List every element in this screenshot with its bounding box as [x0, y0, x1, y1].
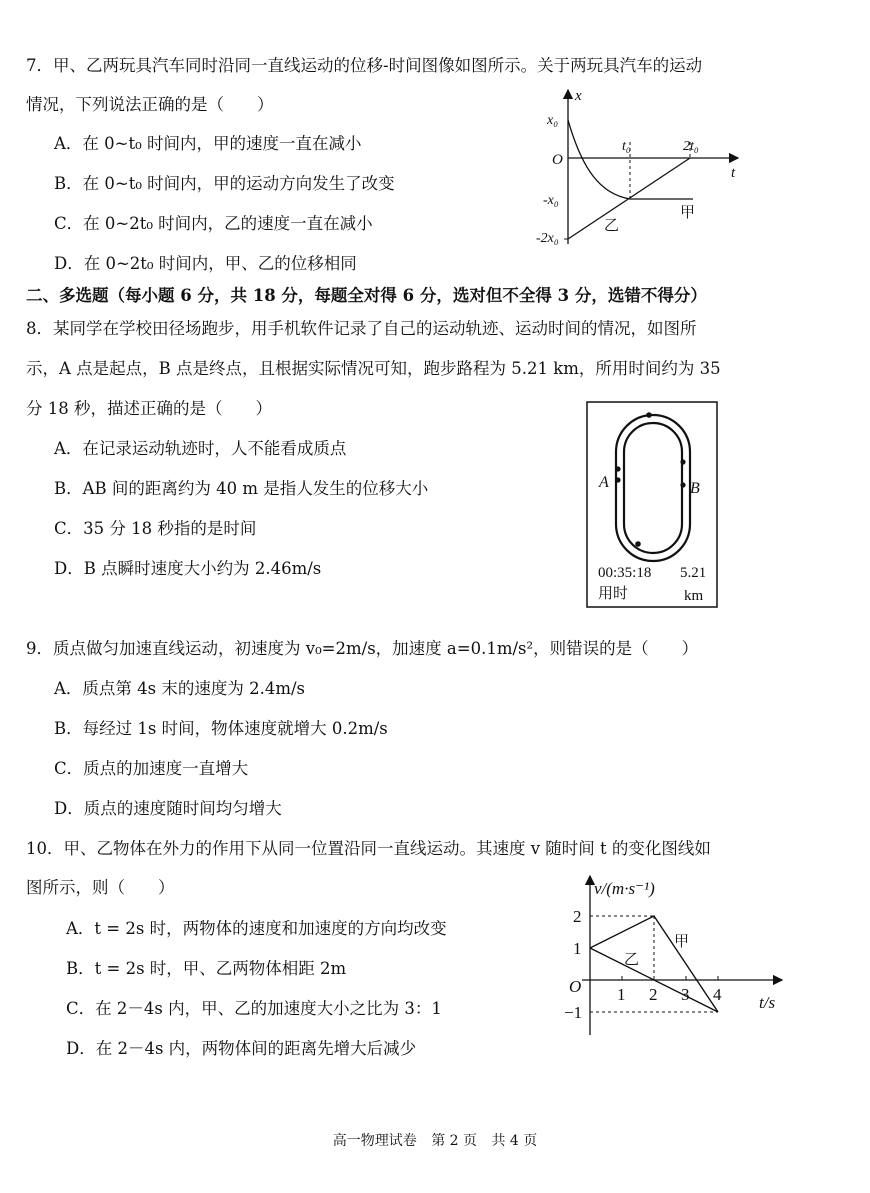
- q8-time-label: 用时: [598, 586, 629, 602]
- footer-title: 高一物理试卷: [332, 1133, 417, 1149]
- q10-ytick-1: 1: [573, 939, 582, 958]
- q10-option-c: C．在 2－4s 内，甲、乙的加速度大小之比为 3：1: [66, 999, 442, 1018]
- q10-xlabel: t/s: [759, 993, 776, 1012]
- q7-tick-2t0: 2t₀: [683, 139, 699, 154]
- q10-ytick-neg1: −1: [564, 1003, 583, 1022]
- q10-stem-line1: 10．甲、乙物体在外力的作用下从同一位置沿同一直线运动。其速度 v 随时间 t 的变化图线如: [26, 839, 711, 858]
- q8-stem-line2: 示，A 点是起点，B 点是终点，且根据实际情况可知，跑步路程为 5.21 km，所用时间约为 35: [26, 359, 721, 378]
- q10-tick-1: 1: [617, 985, 626, 1004]
- q9-option-b: B．每经过 1s 时间，物体速度就增大 0.2m/s: [54, 719, 388, 738]
- q9-option-c: C．质点的加速度一直增大: [54, 759, 249, 778]
- q7-tick-neg-x0: -x₀: [543, 193, 559, 208]
- footer-total-pages: 共 4 页: [491, 1133, 538, 1149]
- q8-point-a-label: A: [599, 474, 609, 491]
- q7-xt-graph: [530, 84, 750, 254]
- q10-ytick-2: 2: [573, 907, 582, 926]
- q7-option-b: B．在 0~t₀ 时间内，甲的运动方向发生了改变: [54, 174, 395, 193]
- q10-tick-2: 2: [649, 985, 658, 1004]
- q8-stem-line1: 8．某同学在学校田径场跑步，用手机软件记录了自己的运动轨迹、运动时间的情况，如图所: [26, 319, 697, 338]
- q10-tick-3: 3: [681, 985, 690, 1004]
- q8-distance-value: 5.21: [680, 565, 707, 581]
- q10-vt-graph: [560, 870, 792, 1042]
- q7-option-c: C．在 0~2t₀ 时间内，乙的速度一直在减小: [54, 214, 373, 233]
- footer-page-number: 第 2 页: [431, 1133, 477, 1149]
- q7-label-jia: 甲: [680, 205, 696, 221]
- q8-distance-unit: km: [684, 588, 704, 604]
- q7-origin-label: O: [552, 152, 563, 168]
- q10-option-a: A．t = 2s 时，两物体的速度和加速度的方向均改变: [66, 919, 447, 938]
- q7-stem-line1: 7．甲、乙两玩具汽车同时沿同一直线运动的位移-时间图像如图所示。关于两玩具汽车的运动: [26, 56, 703, 75]
- q8-option-c: C．35 分 18 秒指的是时间: [54, 519, 257, 538]
- q8-track-inner: [624, 423, 682, 553]
- q9-option-a: A．质点第 4s 末的速度为 2.4m/s: [54, 679, 306, 698]
- q10-option-b: B．t = 2s 时，甲、乙两物体相距 2m: [66, 959, 347, 978]
- q10-origin-label: O: [569, 977, 582, 996]
- q8-option-b: B．AB 间的距离约为 40 m 是指人发生的位移大小: [54, 479, 429, 498]
- q7-option-a: A．在 0~t₀ 时间内，甲的速度一直在减小: [54, 134, 362, 153]
- q10-label-yi: 乙: [624, 952, 640, 968]
- section-heading-multi-choice: 二、多选题（每小题 6 分，共 18 分，每题全对得 6 分，选对但不全得 3 分，选错不得分）: [26, 286, 707, 305]
- q10-stem-line2: 图所示，则（ ）: [26, 878, 175, 897]
- q9-stem: 9．质点做匀加速直线运动，初速度为 v₀=2m/s，加速度 a=0.1m/s²，则错误的是（ ）: [26, 639, 699, 658]
- q10-ylabel: v/(m·s⁻¹): [594, 879, 655, 898]
- page-footer: [0, 1130, 870, 1150]
- q7-tick-t0: t₀: [622, 139, 631, 154]
- q7-tick-neg-2x0: -2x₀: [536, 231, 559, 246]
- q8-option-d: D．B 点瞬时速度大小约为 2.46m/s: [54, 559, 322, 578]
- q8-track-figure: [586, 401, 718, 609]
- q8-option-a: A．在记录运动轨迹时，人不能看成质点: [54, 439, 347, 458]
- q10-label-jia: 甲: [674, 934, 690, 950]
- q10-tick-4: 4: [713, 985, 722, 1004]
- q8-stem-line3: 分 18 秒，描述正确的是（ ）: [26, 399, 272, 418]
- q7-stem-line2: 情况，下列说法正确的是（ ）: [26, 95, 274, 114]
- q7-label-yi: 乙: [604, 218, 620, 234]
- q10-option-d: D．在 2－4s 内，两物体间的距离先增大后减少: [66, 1039, 417, 1058]
- q7-curve-jia: [568, 120, 693, 199]
- q7-tick-x0: x₀: [547, 113, 559, 128]
- q7-axis-x-label: t: [731, 165, 736, 181]
- q7-option-d: D．在 0~2t₀ 时间内，甲、乙的位移相同: [54, 254, 357, 273]
- q8-time-value: 00:35:18: [598, 565, 652, 581]
- q7-axis-y-label: x: [575, 88, 582, 104]
- q8-point-b-label: B: [690, 480, 700, 497]
- q9-option-d: D．质点的速度随时间均匀增大: [54, 799, 282, 818]
